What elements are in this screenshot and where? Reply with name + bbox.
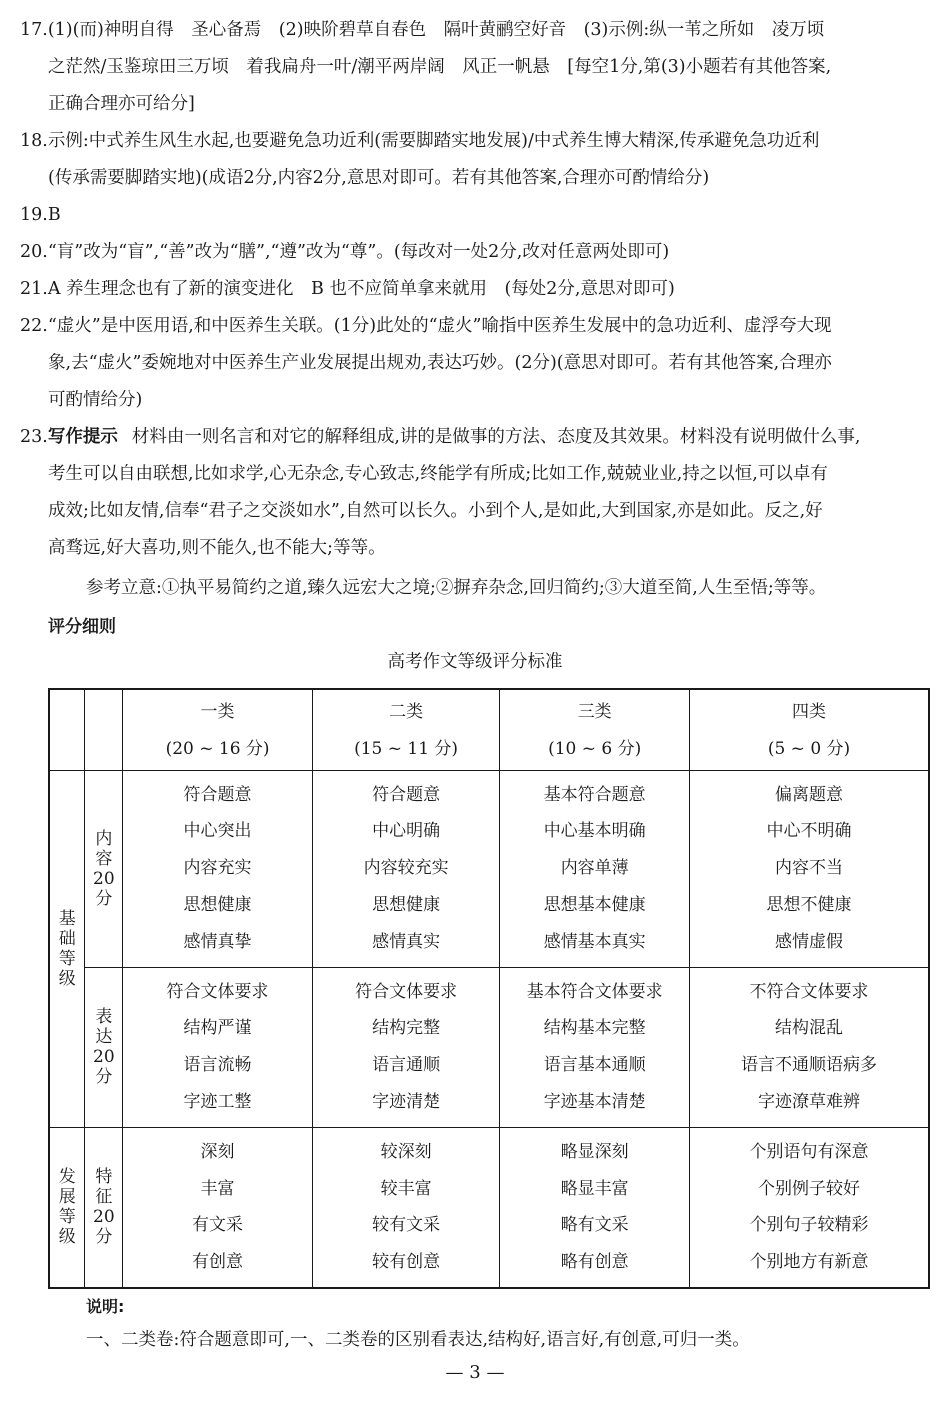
answer-23-line-1: 材料由一则名言和对它的解释组成,讲的是做事的方法、态度及其效果。材料没有说明做什么事,: [131, 427, 861, 447]
content-label-char: 容: [95, 848, 113, 869]
criterion: 字迹清楚: [372, 1091, 441, 1112]
development-level-char: 发: [58, 1167, 76, 1188]
content-class-2: [312, 770, 500, 967]
answer-17-line-3: 正确合理亦可给分]: [48, 94, 195, 114]
answer-22-line-2: 象,去“虚火”委婉地对中医养生产业发展提出规劝,表达巧妙。(2分)(意思对即可。若有其他答案,合理亦: [48, 353, 832, 373]
development-level-char: 展: [58, 1187, 76, 1208]
reference-ideas: 参考立意:①执平易简约之道,臻久远宏大之境;②摒弃杂念,回归简约;③大道至简,人生至悟;等等。: [86, 578, 827, 598]
development-level-char: 等: [58, 1207, 76, 1228]
header-class-2-name: 二类: [389, 702, 424, 722]
answer-22-line-3: 可酌情给分): [48, 390, 143, 410]
answer-19: [20, 197, 932, 234]
criterion: 语言不通顺语病多: [741, 1055, 878, 1076]
expression-label: [85, 967, 123, 1127]
answer-17-line-2: 之茫然/玉鉴琼田三万顷 着我扁舟一叶/潮平两岸阔 风正一帆悬 [每空1分,第(3)小题若有其他答案,: [48, 57, 832, 77]
answer-22-line-1: “虚火”是中医用语,和中医养生关联。(1分)此处的“虚火”喻指中医养生发展中的急功近利、虚浮夸大现: [47, 316, 832, 336]
feature-label-char: 征: [95, 1187, 113, 1208]
criterion: 中心突出: [183, 821, 252, 842]
feature-label-char: 特: [95, 1167, 113, 1188]
criterion: 结构严谨: [183, 1018, 252, 1039]
feature-row: [49, 1127, 929, 1288]
answer-23-line-2: 考生可以自由联想,比如求学,心无杂念,专心致志,终能学有所成;比如工作,兢兢业业,持之以恒,可以卓有: [48, 464, 828, 484]
criterion: 符合文体要求: [355, 981, 458, 1002]
criterion: 语言基本通顺: [543, 1055, 646, 1076]
criterion: 略有创意: [560, 1252, 629, 1273]
feature-class-3: [500, 1127, 690, 1288]
content-label-char: 20: [93, 868, 115, 889]
header-class-3-name: 三类: [577, 702, 612, 722]
answer-22-number: 22.: [20, 316, 48, 336]
answer-18-number: 18.: [20, 131, 48, 151]
answer-17: [20, 12, 932, 49]
criterion: 较深刻: [380, 1141, 432, 1162]
criterion: 结构混乱: [775, 1018, 844, 1039]
scoring-standard-table: [48, 688, 930, 1289]
answer-17-line-1: (1)(而)神明自得 圣心备焉 (2)映阶碧草自春色 隔叶黄鹂空好音 (3)示例:纵一苇之所如 凌万顷: [47, 20, 825, 40]
criterion: 思想基本健康: [543, 894, 646, 915]
development-level-char: 级: [58, 1227, 76, 1248]
criterion: 符合题意: [183, 784, 252, 805]
table-title: 高考作文等级评分标准: [387, 652, 563, 672]
header-corner-1: [49, 689, 85, 770]
criterion: 基本符合文体要求: [526, 981, 663, 1002]
header-class-4-name: 四类: [792, 702, 827, 722]
criterion: 基本符合题意: [543, 784, 646, 805]
feature-class-4: [690, 1127, 929, 1288]
expression-class-4: [690, 967, 929, 1127]
header-class-1-name: 一类: [200, 702, 235, 722]
answer-21-number: 21.: [20, 279, 48, 299]
answer-18-line-1: 示例:中式养生风生水起,也要避免急功近利(需要脚踏实地发展)/中式养生博大精深,传承避免急功近利: [47, 131, 820, 151]
answer-21: [20, 271, 932, 308]
criterion: 中心不明确: [766, 821, 852, 842]
answer-21-text: A 养生理念也有了新的演变进化 B 也不应简单拿来就用 (每处2分,意思对即可): [47, 279, 675, 299]
criterion: 结构完整: [372, 1018, 441, 1039]
basic-level-char: 级: [58, 968, 76, 989]
criterion: 较有文采: [372, 1215, 441, 1236]
criterion: 内容充实: [183, 858, 252, 879]
answer-23-line-3: 成效;比如友情,信奉“君子之交淡如水”,自然可以长久。小到个人,是如此,大到国家,亦是如此。反之,好: [48, 501, 823, 521]
criterion: 语言通顺: [372, 1055, 441, 1076]
criterion: 不符合文体要求: [749, 981, 869, 1002]
criterion: 中心基本明确: [543, 821, 646, 842]
criterion: 偏离题意: [775, 784, 844, 805]
criterion: 有创意: [192, 1252, 244, 1273]
answer-20-text: “肓”改为“盲”,“善”改为“膳”,“遵”改为“尊”。(每改对一处2分,改对任意两处即可): [47, 242, 670, 262]
criterion: 有文采: [192, 1215, 244, 1236]
content-row: [49, 770, 929, 967]
criterion: 感情真挚: [183, 931, 252, 952]
criterion: 感情虚假: [775, 931, 844, 952]
answer-19-number: 19.: [20, 205, 48, 225]
header-class-3: [500, 689, 690, 770]
criterion: 个别句子较精彩: [749, 1215, 869, 1236]
note-text: 一、二类卷:符合题意即可,一、二类卷的区别看表达,结构好,语言好,有创意,可归一类。: [86, 1330, 750, 1350]
expression-label-char: 20: [93, 1047, 115, 1068]
criterion: 较丰富: [380, 1178, 432, 1199]
header-class-4-range: (5 ~ 0 分): [767, 738, 851, 759]
criterion: 个别例子较好: [758, 1178, 861, 1199]
writing-hint-label: 写作提示: [47, 427, 118, 447]
criterion: 结构基本完整: [543, 1018, 646, 1039]
criterion: 字迹工整: [183, 1091, 252, 1112]
criterion: 思想健康: [372, 894, 441, 915]
answer-23: [20, 419, 932, 456]
content-class-3: [500, 770, 690, 967]
criterion: 感情基本真实: [543, 931, 646, 952]
header-class-1: [123, 689, 313, 770]
criterion: 丰富: [200, 1178, 235, 1199]
criterion: 内容不当: [775, 858, 844, 879]
criterion: 内容较充实: [363, 858, 449, 879]
answer-22: [20, 308, 932, 345]
answer-23-number: 23.: [20, 427, 48, 447]
answer-20: [20, 234, 932, 271]
criterion: 较有创意: [372, 1252, 441, 1273]
answer-18-line-2: (传承需要脚踏实地)(成语2分,内容2分,意思对即可。若有其他答案,合理亦可酌情给分): [48, 168, 710, 188]
note-label: 说明:: [86, 1297, 125, 1316]
criterion: 内容单薄: [560, 858, 629, 879]
feature-class-2: [312, 1127, 500, 1288]
expression-class-3: [500, 967, 690, 1127]
content-class-4: [690, 770, 929, 967]
header-class-4: [690, 689, 929, 770]
criterion: 思想健康: [183, 894, 252, 915]
header-class-2-range: (15 ~ 11 分): [354, 738, 459, 759]
criterion: 略显丰富: [560, 1178, 629, 1199]
answer-23-line-4: 高骛远,好大喜功,则不能久,也不能大;等等。: [48, 538, 386, 558]
feature-class-1: [123, 1127, 313, 1288]
expression-class-2: [312, 967, 500, 1127]
basic-level-char: 等: [58, 948, 76, 969]
criterion: 深刻: [200, 1141, 235, 1162]
expression-class-1: [123, 967, 313, 1127]
expression-label-char: 分: [95, 1067, 113, 1088]
header-class-3-range: (10 ~ 6 分): [548, 738, 642, 759]
answer-18: [20, 123, 932, 160]
criterion: 个别地方有新意: [749, 1252, 869, 1273]
criterion: 略有文采: [560, 1215, 629, 1236]
content-label-char: 分: [95, 888, 113, 909]
expression-row: [49, 967, 929, 1127]
criterion: 字迹潦草难辨: [758, 1091, 861, 1112]
table-header-row: [49, 689, 929, 770]
content-label-char: 内: [95, 828, 113, 849]
header-class-1-range: (20 ~ 16 分): [165, 738, 270, 759]
expression-label-char: 表: [95, 1007, 113, 1028]
criterion: 字迹基本清楚: [543, 1091, 646, 1112]
basic-level-char: 基: [58, 908, 76, 929]
feature-label: [85, 1127, 123, 1288]
expression-label-char: 达: [95, 1027, 113, 1048]
header-class-2: [312, 689, 500, 770]
criterion: 感情真实: [372, 931, 441, 952]
answer-17-number: 17.: [20, 20, 48, 40]
criterion: 中心明确: [372, 821, 441, 842]
criterion: 个别语句有深意: [749, 1141, 869, 1162]
criterion: 略显深刻: [560, 1141, 629, 1162]
development-level-label: [49, 1127, 85, 1288]
answer-19-text: B: [47, 205, 61, 225]
content-label: [85, 770, 123, 967]
criterion: 语言流畅: [183, 1055, 252, 1076]
page-number: — 3 —: [445, 1362, 505, 1383]
criterion: 符合题意: [372, 784, 441, 805]
scoring-details-label: 评分细则: [48, 617, 116, 637]
header-corner-2: [85, 689, 123, 770]
feature-label-char: 20: [93, 1207, 115, 1228]
feature-label-char: 分: [95, 1227, 113, 1248]
criterion: 符合文体要求: [166, 981, 269, 1002]
basic-level-label: [49, 770, 85, 1127]
basic-level-char: 础: [58, 928, 76, 949]
content-class-1: [123, 770, 313, 967]
criterion: 思想不健康: [766, 894, 852, 915]
answer-20-number: 20.: [20, 242, 48, 262]
